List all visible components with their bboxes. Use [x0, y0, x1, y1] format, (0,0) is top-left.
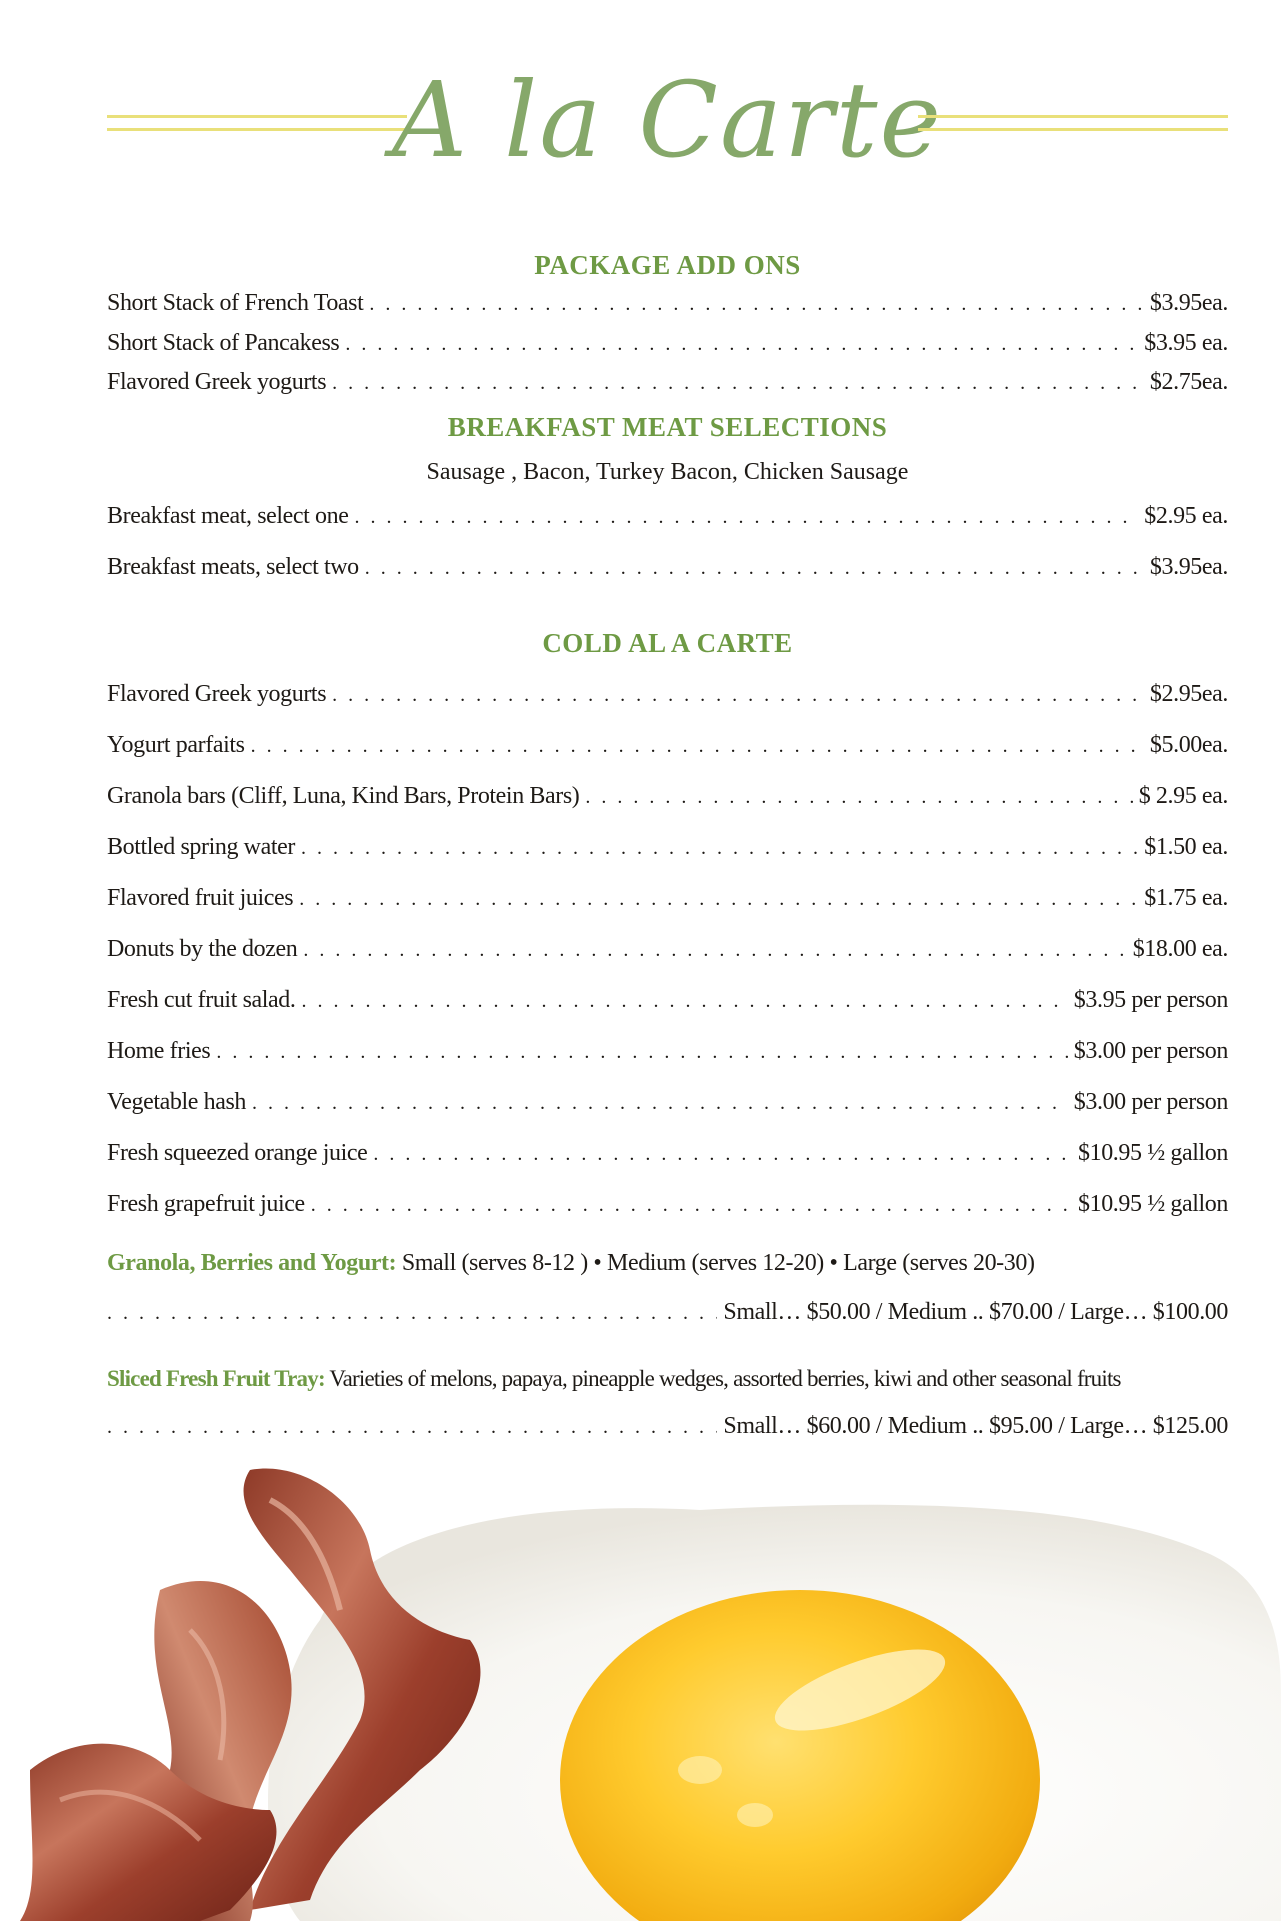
- menu-row: [107, 681, 1228, 715]
- dot-leader: [107, 1416, 717, 1439]
- item-name: Vegetable hash: [107, 1089, 247, 1115]
- dot-leader: [311, 1194, 1072, 1217]
- menu-row: [107, 987, 1228, 1021]
- bacon-and-egg-illustration: [0, 1440, 1281, 1921]
- menu-row: [107, 503, 1228, 537]
- dot-leader: [252, 1092, 1068, 1115]
- dot-leader: [585, 786, 1132, 809]
- item-price: $ 2.95 ea.: [1138, 783, 1228, 809]
- item-price: $5.00ea.: [1149, 732, 1228, 758]
- item-name: Fresh grapefruit juice: [107, 1191, 305, 1217]
- item-price: $3.95 per person: [1073, 987, 1228, 1013]
- item-name: Short Stack of Pancakess: [107, 330, 340, 356]
- special-granola: [107, 1250, 1228, 1277]
- special-prices: Small… $50.00 / Medium .. $70.00 / Large… $100.00: [723, 1299, 1228, 1325]
- item-price: $10.95 ½ gallon: [1078, 1140, 1228, 1166]
- section-subtitle-meat: Sausage , Bacon, Turkey Bacon, Chicken Sausage: [426, 459, 909, 485]
- special-price-row: [107, 1299, 1228, 1333]
- item-price: $18.00 ea.: [1132, 936, 1228, 962]
- item-price: $2.95 ea.: [1144, 503, 1228, 529]
- dot-leader: [345, 333, 1138, 356]
- dot-leader: [303, 939, 1126, 962]
- item-name: Home fries: [107, 1038, 211, 1064]
- section-title-cold: COLD AL A CARTE: [542, 628, 793, 658]
- item-name: Flavored fruit juices: [107, 885, 294, 911]
- item-name: Breakfast meat, select one: [107, 503, 349, 529]
- menu-row: [107, 330, 1228, 364]
- item-price: $2.95ea.: [1149, 681, 1228, 707]
- item-price: $3.95 ea.: [1144, 330, 1228, 356]
- item-price: $3.00 per person: [1073, 1038, 1228, 1064]
- dot-leader: [354, 506, 1138, 529]
- item-price: $3.95ea.: [1149, 290, 1228, 316]
- item-name: Flavored Greek yogurts: [107, 681, 327, 707]
- menu-row: [107, 1191, 1228, 1225]
- dot-leader: [299, 888, 1138, 911]
- menu-row: [107, 885, 1228, 919]
- section-title-meat: BREAKFAST MEAT SELECTIONS: [447, 412, 888, 442]
- item-name: Yogurt parfaits: [107, 732, 245, 758]
- page-title: A la Carte: [391, 59, 944, 181]
- item-name: Donuts by the dozen: [107, 936, 298, 962]
- item-name: Fresh cut fruit salad.: [107, 987, 296, 1013]
- dot-leader: [216, 1041, 1067, 1064]
- yolk-highlight: [737, 1803, 773, 1827]
- special-fruit-tray: [107, 1366, 1228, 1392]
- breakfast-photo: [0, 1440, 1281, 1921]
- special-label: Granola, Berries and Yogurt:: [107, 1250, 397, 1276]
- section-title-package: PACKAGE ADD ONS: [534, 250, 801, 280]
- dot-leader: [251, 735, 1144, 758]
- menu-row: [107, 1038, 1228, 1072]
- dot-leader: [332, 372, 1144, 395]
- item-name: Fresh squeezed orange juice: [107, 1140, 368, 1166]
- dot-leader: [107, 1302, 717, 1325]
- dot-leader: [332, 684, 1144, 707]
- menu-row: [107, 1140, 1228, 1174]
- menu-row: [107, 554, 1228, 588]
- menu-row: [107, 369, 1228, 403]
- special-description: Varieties of melons, papaya, pineapple wedges, assorted berries, kiwi and other seasonal fruits: [329, 1366, 1121, 1391]
- dot-leader: [301, 837, 1138, 860]
- special-description: Small (serves 8-12 ) • Medium (serves 12-20) • Large (serves 20-30): [401, 1250, 1035, 1276]
- dot-leader: [302, 990, 1068, 1013]
- dot-leader: [365, 557, 1144, 580]
- page-header: [107, 60, 1228, 180]
- special-label: Sliced Fresh Fruit Tray:: [107, 1366, 325, 1391]
- item-name: Short Stack of French Toast: [107, 290, 364, 316]
- dot-leader: [373, 1143, 1072, 1166]
- dot-leader: [369, 293, 1144, 316]
- menu-row: [107, 936, 1228, 970]
- item-price: $2.75ea.: [1149, 369, 1228, 395]
- item-price: $10.95 ½ gallon: [1078, 1191, 1228, 1217]
- special-prices: Small… $60.00 / Medium .. $95.00 / Large… $125.00: [723, 1413, 1228, 1439]
- item-name: Flavored Greek yogurts: [107, 369, 327, 395]
- menu-row: [107, 834, 1228, 868]
- menu-row: [107, 290, 1228, 324]
- item-price: $3.95ea.: [1149, 554, 1228, 580]
- header-rule-right: [918, 115, 1228, 131]
- item-price: $1.50 ea.: [1144, 834, 1228, 860]
- item-price: $1.75 ea.: [1144, 885, 1228, 911]
- menu-row: [107, 1089, 1228, 1123]
- item-name: Breakfast meats, select two: [107, 554, 359, 580]
- item-name: Granola bars (Cliff, Luna, Kind Bars, Protein Bars): [107, 783, 580, 809]
- item-name: Bottled spring water: [107, 834, 295, 860]
- menu-row: [107, 783, 1228, 817]
- item-price: $3.00 per person: [1073, 1089, 1228, 1115]
- menu-row: [107, 732, 1228, 766]
- yolk-highlight: [678, 1756, 722, 1784]
